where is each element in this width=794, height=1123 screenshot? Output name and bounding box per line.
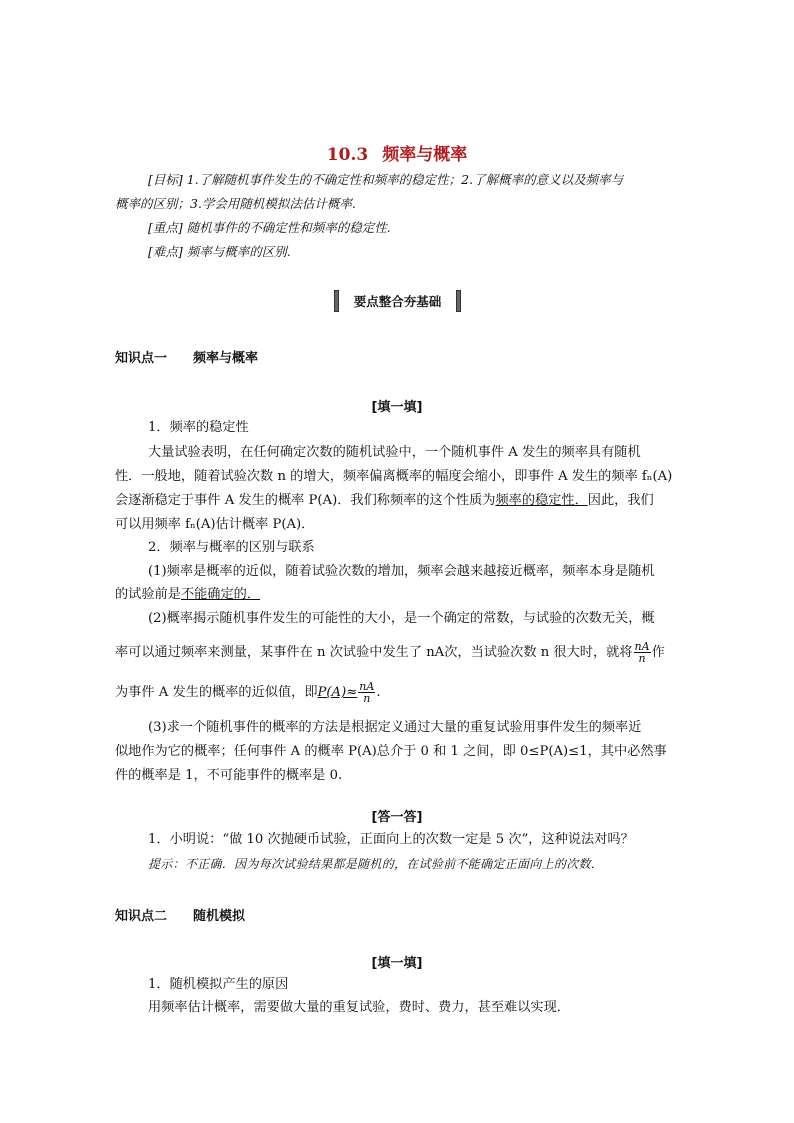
- s2-p2-line-2b: 作: [651, 645, 665, 660]
- s2-p2-line-3b: .: [376, 685, 381, 700]
- s1-line-3b: 因此，我们: [587, 493, 654, 508]
- fill-in-heading-2: [填一填]: [371, 956, 423, 971]
- section-number: 10.3: [326, 145, 369, 165]
- qa-heading: [答一答]: [371, 810, 423, 825]
- s2-p1-line-1: (1)频率是概率的近似，随着试验次数的增加，频率会越来越接近概率，频率本身是随机: [148, 564, 655, 579]
- kp1-title: 频率与概率: [193, 351, 259, 366]
- fraction-denominator: n: [638, 652, 646, 665]
- s1-line-3a: 会逐渐稳定于事件 A 发生的概率 P(A)．我们称频率的这个性质为: [115, 493, 496, 508]
- fraction-2-numerator: nA: [359, 680, 375, 693]
- s2-p2-line-2: [115, 641, 685, 664]
- goal-line-2: 概率的区别；3.学会用随机模拟法估计概率.: [115, 196, 356, 211]
- section-title: 频率与概率: [382, 145, 468, 165]
- kp2-title: 随机模拟: [193, 909, 246, 924]
- s2-p3-line-3: 件的概率是 1，不可能事件的概率是 0.: [115, 768, 343, 783]
- s2-p2-line-1: (2)概率揭示随机事件发生的可能性的大小，是一个确定的常数，与试验的次数无关，概: [148, 611, 655, 626]
- probability-approx: P(A)≈: [317, 685, 358, 700]
- fraction-2-denominator: n: [363, 692, 371, 705]
- knowledge-point-1-heading: [115, 347, 258, 366]
- s2-p2-line-3a: 为事件 A 发生的概率的近似值，即: [115, 685, 318, 700]
- key-label: [重点]: [148, 220, 183, 235]
- s1-heading: 1．频率的稳定性: [148, 420, 249, 435]
- banner-left-bar: [334, 290, 339, 312]
- s1-line-4: 可以用频率 fₙ(A)估计概率 P(A)．: [115, 517, 315, 532]
- s1-line-3: [115, 491, 685, 511]
- undetermined-term: 不能确定的．: [180, 587, 261, 602]
- difficulty-line: [148, 242, 685, 262]
- answer-hint-1: 提示：不正确．因为每次试验结果都是随机的，在试验前不能确定正面向上的次数．: [148, 857, 604, 871]
- question-1: 1．小明说：“做 10 次抛硬币试验，正面向上的次数一定是 5 次”，这种说法对吗？: [148, 832, 634, 847]
- knowledge-point-2-heading: [115, 905, 245, 924]
- kp2-s1-text: 用频率估计概率，需要做大量的重复试验，费时、费力，甚至难以实现．: [148, 1000, 570, 1015]
- fraction-2: [358, 681, 375, 704]
- difficulty-label: [难点]: [148, 244, 183, 259]
- page-title: [0, 140, 794, 165]
- fraction-numerator: nA: [634, 640, 650, 653]
- s2-p1-line-2: [115, 585, 685, 605]
- frequency-stability-term: 频率的稳定性．: [495, 493, 588, 508]
- fraction: [634, 641, 651, 664]
- s2-p2-line-2a: 率可以通过频率来测量，某事件在 n 次试验中发生了 nA次，当试验次数 n 很大时，就将: [115, 645, 633, 660]
- banner-right-bar: [456, 290, 461, 312]
- s1-line-1: 大量试验表明，在任何确定次数的随机试验中，一个随机事件 A 发生的频率具有随机: [148, 445, 641, 460]
- goal-label: [目标]: [148, 172, 183, 187]
- difficulty-text: 频率与概率的区别.: [186, 244, 291, 259]
- s2-p3-line-1: (3)求一个随机事件的概率的方法是根据定义通过大量的重复试验用事件发生的频率近: [148, 720, 642, 735]
- s1-line-2: 性．一般地，随着试验次数 n 的增大，频率偏离概率的幅度会缩小，即事件 A 发生的频率 fₙ(A): [115, 469, 673, 484]
- fill-in-heading-1: [填一填]: [371, 400, 423, 415]
- key-text: 随机事件的不确定性和频率的稳定性.: [186, 220, 391, 235]
- s2-p3-line-2: 似地作为它的概率；任何事件 A 的概率 P(A)总介于 0 和 1 之间，即 0≤P(A)≤1，其中必然事: [115, 744, 667, 759]
- kp2-label: 知识点二: [115, 909, 168, 924]
- kp1-label: 知识点一: [115, 351, 168, 366]
- goal-text-1: 1.了解随机事件发生的不确定性和频率的稳定性；2.了解概率的意义以及频率与: [186, 172, 624, 187]
- banner-text: 要点整合夯基础: [353, 294, 442, 309]
- key-point-line: [148, 218, 685, 238]
- section-banner: [334, 290, 461, 312]
- s2-heading: 2．频率与概率的区别与联系: [148, 540, 315, 555]
- goal-line-1: [148, 170, 685, 190]
- s2-p1-line-2a: 的试验前是: [115, 587, 181, 602]
- s2-p2-line-3: [115, 681, 685, 704]
- kp2-s1-heading: 1．随机模拟产生的原因: [148, 977, 289, 992]
